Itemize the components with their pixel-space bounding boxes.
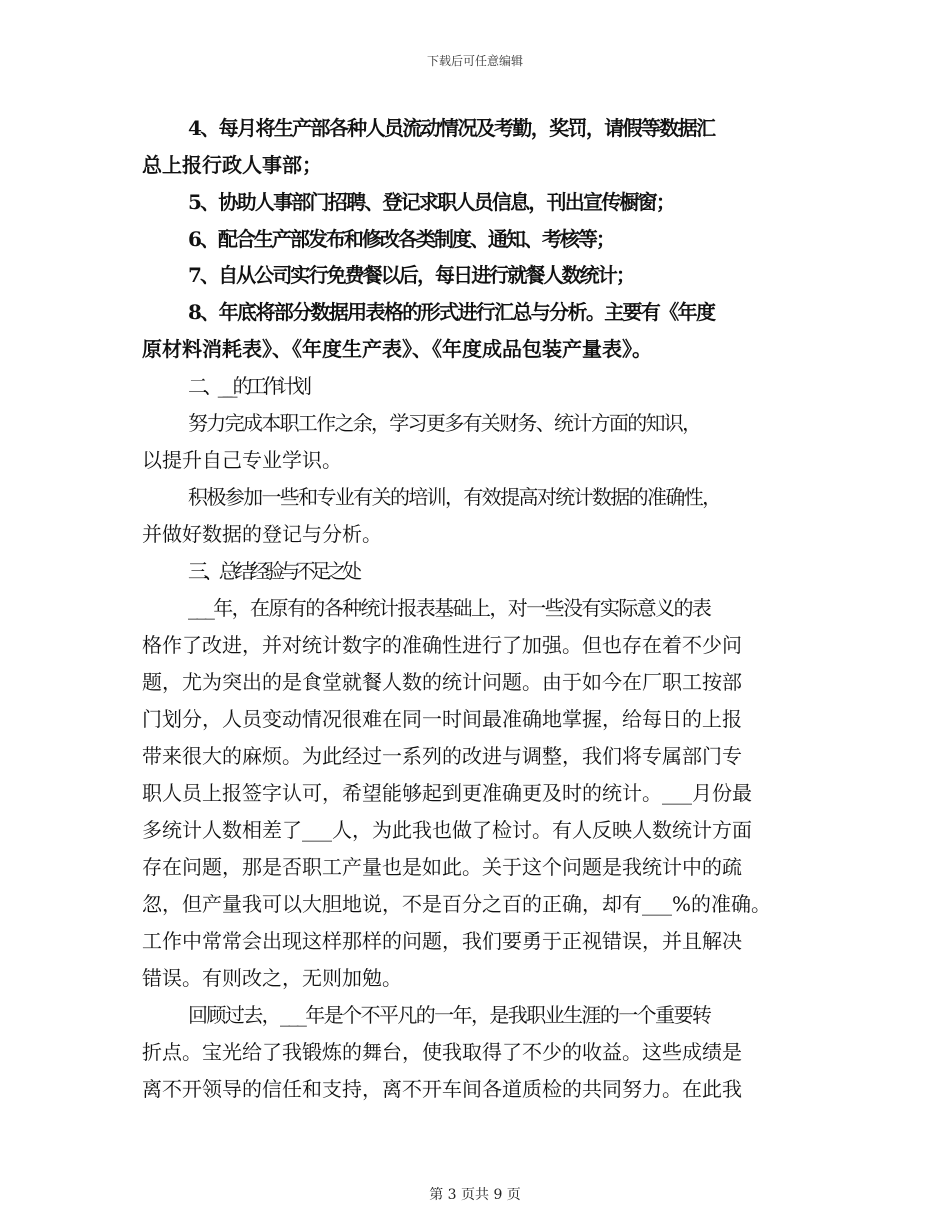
list-item-4-line-1: 4、每月将生产部各种人员流动情况及考勤，奖罚，请假等数据汇 bbox=[188, 116, 715, 140]
list-item-7: 7、自从公司实行免费餐以后，每日进行就餐人数统计； bbox=[188, 263, 634, 287]
paragraph-line: 工作中常常会出现这样那样的问题，我们要勇于正视错误，并且解决 bbox=[142, 929, 742, 953]
section-heading-2: 二、___的工作计划 bbox=[188, 374, 307, 398]
paragraph-line: 门划分，人员变动情况很难在同一时间最准确地掌握，给每日的上报 bbox=[142, 707, 742, 731]
paragraph-line: 努力完成本职工作之余，学习更多有关财务、统计方面的知识， bbox=[188, 411, 701, 435]
page-footer: 第 3 页共 9 页 bbox=[429, 1187, 521, 1203]
paragraph-line: 积极参加一些和专业有关的培训，有效提高对统计数据的准确性， bbox=[188, 485, 721, 509]
paragraph-line: 题，尤为突出的是食堂就餐人数的统计问题。由于如今在厂职工按部 bbox=[142, 670, 742, 694]
paragraph-line: 回顾过去，___年是个不平凡的一年，是我职业生涯的一个重要转 bbox=[188, 1003, 711, 1027]
paragraph-line: 折点。宝光给了我锻炼的舞台，使我取得了不少的收益。这些成绩是 bbox=[142, 1040, 742, 1064]
paragraph-line: 带来很大的麻烦。为此经过一系列的改进与调整，我们将专属部门专 bbox=[142, 744, 742, 768]
section-heading-3: 三、总结经验与不足之处 bbox=[188, 559, 358, 583]
paragraph-line: ___年，在原有的各种统计报表基础上，对一些没有实际意义的表 bbox=[188, 596, 711, 620]
list-item-8-line-1: 8、年底将部分数据用表格的形式进行汇总与分析。主要有《年度 bbox=[188, 300, 715, 324]
paragraph-line: 存在问题，那是否职工产量也是如此。关于这个问题是我统计中的疏 bbox=[142, 855, 742, 879]
paragraph-line: 离不开领导的信任和支持，离不开车间各道质检的共同努力。在此我 bbox=[142, 1077, 742, 1101]
paragraph-line: 以提升自己专业学识。 bbox=[142, 448, 342, 472]
paragraph-line: 并做好数据的登记与分析。 bbox=[142, 522, 382, 546]
paragraph-line: 格作了改进，并对统计数字的准确性进行了加强。但也存在着不少问 bbox=[142, 633, 742, 657]
paragraph-line: 错误。有则改之，无则加勉。 bbox=[142, 966, 402, 990]
list-item-6: 6、配合生产部发布和修改各类制度、通知、考核等； bbox=[188, 227, 614, 251]
list-item-5: 5、协助人事部门招聘、登记求职人员信息，刊出宣传橱窗； bbox=[188, 190, 675, 214]
paragraph-line: 多统计人数相差了___人，为此我也做了检讨。有人反映人数统计方面 bbox=[142, 818, 752, 842]
paragraph-line: 忽，但产量我可以大胆地说，不是百分之百的正确，却有___%的准确。 bbox=[142, 892, 772, 916]
list-item-4-line-2: 总上报行政人事部； bbox=[142, 153, 322, 177]
list-item-8-line-2: 原材料消耗表》、《年度生产表》、《年度成品包装产量表》。 bbox=[142, 337, 652, 361]
page-header: 下载后可任意编辑 bbox=[426, 54, 523, 68]
paragraph-line: 职人员上报签字认可，希望能够起到更准确更及时的统计。___月份最 bbox=[142, 781, 752, 805]
